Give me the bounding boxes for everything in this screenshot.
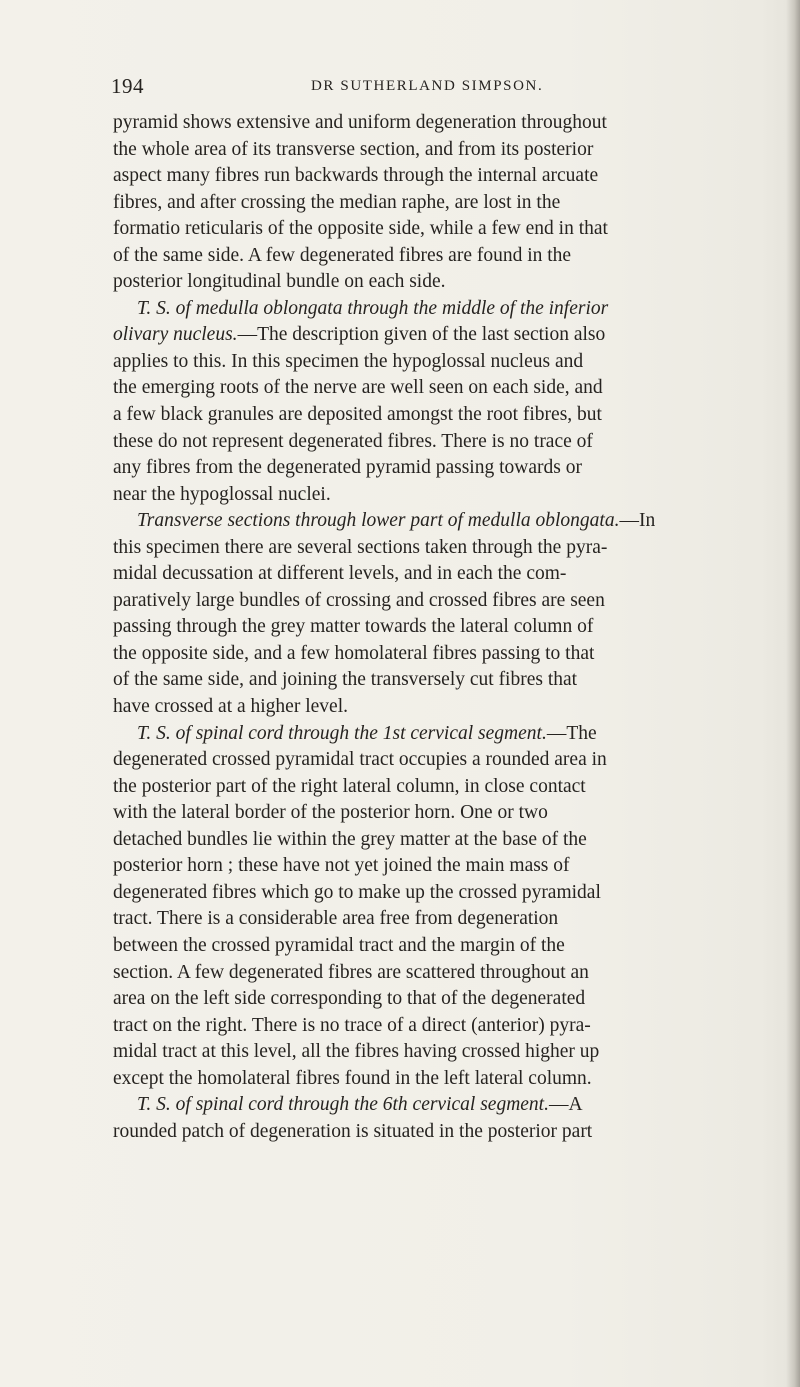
line-text: these do not represent degenerated fibres. There is no trace of (113, 430, 593, 452)
body-text (113, 110, 789, 1145)
line-text: except the homolateral fibres found in the left lateral column. (113, 1067, 592, 1089)
text-line (113, 216, 789, 243)
text-line (113, 508, 789, 535)
line-text: passing through the grey matter towards the lateral column of (113, 616, 594, 638)
line-text: tract on the right. There is no trace of a direct (anterior) pyra- (113, 1014, 591, 1036)
text-line (113, 960, 789, 987)
text-line (113, 455, 789, 482)
line-text: the opposite side, and a few homolateral fibres passing to that (113, 642, 595, 664)
text-line (113, 641, 789, 668)
line-text: applies to this. In this specimen the hypoglossal nucleus and (113, 350, 584, 372)
text-line (113, 561, 789, 588)
line-text: degenerated fibres which go to make up the crossed pyramidal (113, 881, 601, 903)
line-text: area on the left side corresponding to that of the degenerated (113, 988, 586, 1010)
text-line (113, 800, 789, 827)
text-line (113, 322, 789, 349)
text-line (113, 774, 789, 801)
page-header (111, 74, 761, 104)
line-text: formatio reticularis of the opposite side, while a few end in that (113, 218, 608, 240)
line-text: degenerated crossed pyramidal tract occupies a rounded area in (113, 749, 607, 771)
line-text: midal tract at this level, all the fibres having crossed higher up (113, 1041, 600, 1063)
text-line (113, 1119, 789, 1146)
text-line (113, 402, 789, 429)
line-text: between the crossed pyramidal tract and the margin of the (113, 934, 565, 956)
text-line (113, 721, 789, 748)
line-text: paratively large bundles of crossing and crossed fibres are seen (113, 589, 605, 611)
page-number: 194 (111, 74, 144, 98)
line-text: pyramid shows extensive and uniform degeneration throughout (113, 112, 607, 133)
text-line (113, 906, 789, 933)
section-heading-italic: Transverse sections through lower part of medulla oblongata. (137, 510, 620, 532)
line-text: of the same side, and joining the transversely cut fibres that (113, 669, 578, 691)
text-line (113, 1039, 789, 1066)
line-text: of the same side. A few degenerated fibres are found in the (113, 244, 572, 266)
line-text: near the hypoglossal nuclei. (113, 483, 331, 505)
text-line (113, 482, 789, 509)
text-line (113, 429, 789, 456)
text-line (113, 269, 789, 296)
line-text: with the lateral border of the posterior horn. One or two (113, 802, 548, 824)
text-line (113, 827, 789, 854)
text-line (113, 1013, 789, 1040)
line-text: midal decussation at different levels, and in each the com- (113, 563, 567, 585)
line-text: detached bundles lie within the grey matter at the base of the (113, 828, 587, 850)
text-line (113, 349, 789, 376)
line-text: —A (548, 1094, 583, 1116)
line-text: —The (546, 722, 597, 744)
text-line (113, 933, 789, 960)
text-line (113, 163, 789, 190)
line-text: section. A few degenerated fibres are scattered throughout an (113, 961, 589, 983)
section-heading-italic: olivary nucleus. (113, 324, 238, 346)
text-line (113, 535, 789, 562)
text-line (113, 296, 789, 323)
text-line (113, 137, 789, 164)
text-line (113, 1066, 789, 1093)
section-heading-italic: T. S. of spinal cord through the 1st cervical segment. (137, 722, 547, 744)
section-heading-italic: T. S. of spinal cord through the 6th cervical segment. (137, 1094, 549, 1116)
line-text: this specimen there are several sections taken through the pyra- (113, 536, 608, 558)
text-line (113, 588, 789, 615)
text-line (113, 1092, 789, 1119)
line-text: posterior longitudinal bundle on each side. (113, 271, 446, 293)
line-text: posterior horn ; these have not yet joined the main mass of (113, 855, 570, 877)
running-head: DR SUTHERLAND SIMPSON. (311, 78, 544, 94)
text-line (113, 375, 789, 402)
line-text: rounded patch of degeneration is situated in the posterior part (113, 1120, 593, 1142)
text-line (113, 243, 789, 270)
line-text: any fibres from the degenerated pyramid passing towards or (113, 457, 582, 479)
line-text: aspect many fibres run backwards through the internal arcuate (113, 165, 599, 187)
line-text: fibres, and after crossing the median raphe, are lost in the (113, 191, 561, 213)
text-line (113, 694, 789, 721)
text-line (113, 190, 789, 217)
line-text: the posterior part of the right lateral column, in close contact (113, 775, 586, 797)
text-line (113, 853, 789, 880)
line-text: the whole area of its transverse section, and from its posterior (113, 138, 594, 160)
text-line (113, 614, 789, 641)
section-heading-italic: T. S. of medulla oblongata through the middle of the inferior (137, 297, 609, 319)
line-text: —The description given of the last section also (237, 324, 606, 346)
line-text: have crossed at a higher level. (113, 696, 348, 718)
line-text: tract. There is a considerable area free from degeneration (113, 908, 559, 930)
text-line (113, 747, 789, 774)
text-line (113, 667, 789, 694)
line-text: —In (619, 510, 656, 532)
line-text: the emerging roots of the nerve are well seen on each side, and (113, 377, 603, 399)
line-text: a few black granules are deposited amongst the root fibres, but (113, 404, 602, 426)
text-line (113, 110, 789, 137)
text-line (113, 986, 789, 1013)
text-line (113, 880, 789, 907)
